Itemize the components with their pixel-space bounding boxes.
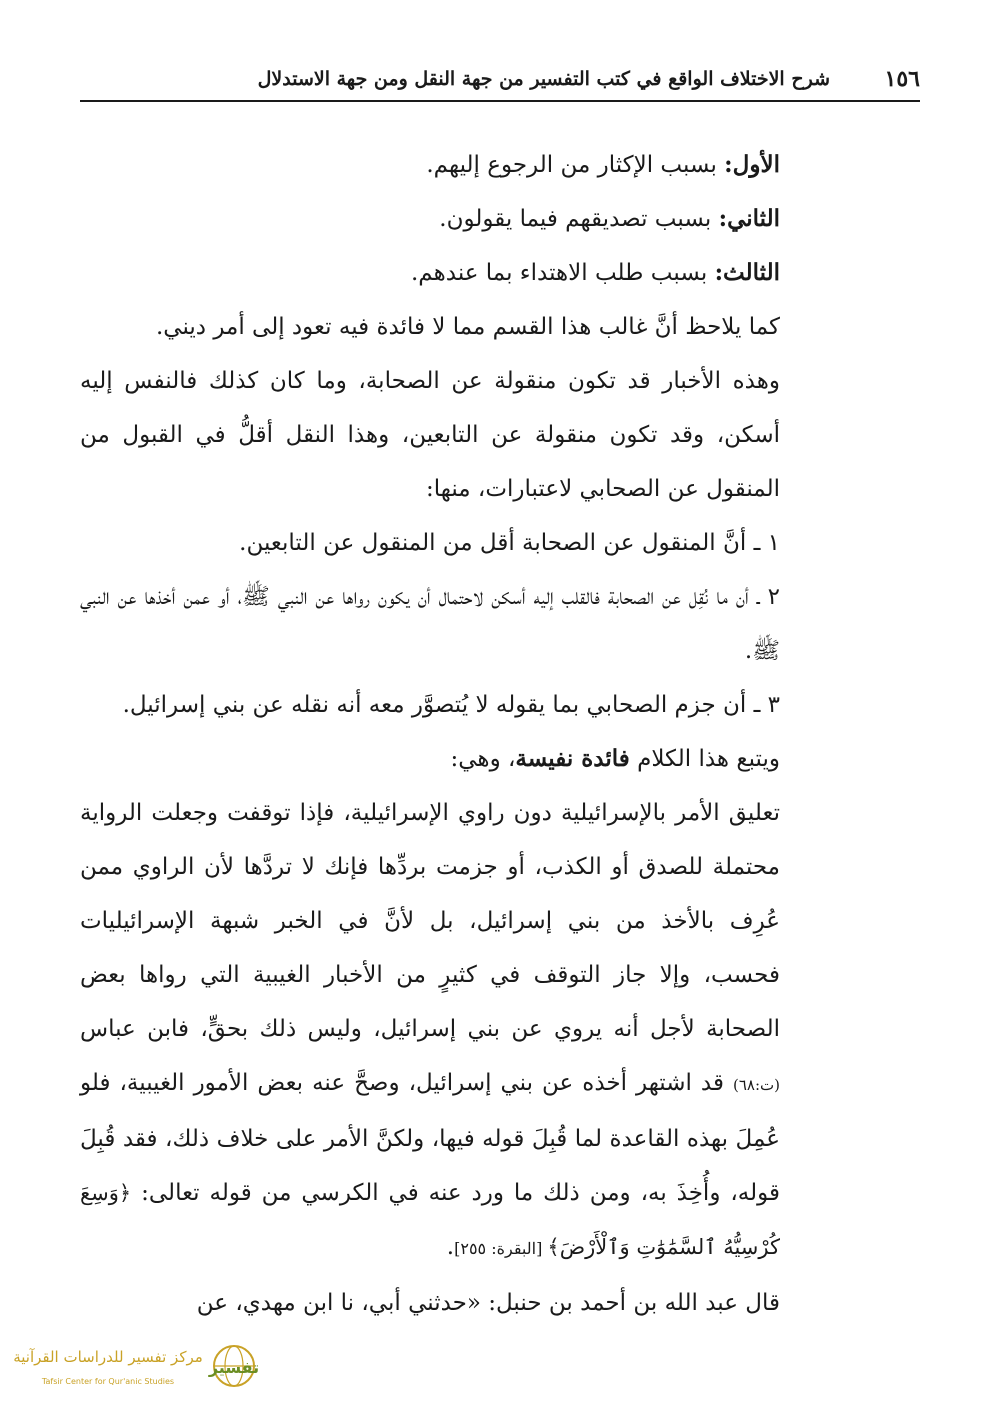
paragraph-reports: وهذه الأخبار قد تكون منقولة عن الصحابة، وما كان كذلك فالنفس إليه أسكن، وقد تكون منقولة عن التابعين، وهذا النقل أقلُّ في القبول من المنقول عن الصحابي لاعتبارات، منها:: [80, 368, 780, 502]
tafsir-center-logo: [12, 1340, 262, 1398]
list-item-1: ١ ـ أنَّ المنقول عن الصحابة أقل من المنقول عن التابعين.: [239, 530, 780, 556]
logo-center-name: مركز تفسير للدراسات القرآنية: [13, 1348, 203, 1366]
point-first: [80, 138, 820, 192]
paragraph-isnad: قال عبد الله بن أحمد بن حنبل: «حدثني أبي، نا ابن مهدي، عن: [196, 1290, 780, 1316]
header-rule: [80, 100, 920, 102]
page-body: [80, 138, 820, 1330]
running-title: شرح الاختلاف الواقع في كتب التفسير من جهة النقل ومن جهة الاستدلال: [257, 68, 830, 90]
list-item-2: ٢ ـ أن ما نُقِل عن الصحابة فالقلب إليه أسكن لاحتمال أن يكون رواها عن النبي ﷺ، أو عمن أخذها عن النبي ﷺ.: [80, 584, 780, 664]
death-date: (ت:٦٨): [732, 1076, 780, 1094]
paragraph-benefit-intro: ويتبع هذا الكلام فائدة نفيسة، وهي:: [450, 745, 780, 772]
point-text: بسبب الإكثار من الرجوع إليهم.: [426, 152, 725, 178]
quran-verse: ﴿وَسِعَ كُرْسِيُّهُ ٱلسَّمَٰوَٰتِ وَٱلْأَرْضَ﴾: [80, 1181, 780, 1259]
verse-citation: [البقرة: ٢٥٥]: [454, 1239, 548, 1258]
paragraph-benefit: تعليق الأمر بالإسرائيلية دون راوي الإسرائيلية، فإذا توقفت وجعلت الرواية محتملة للصدق أو الكذب، أو جزمت بردِّها فإنك لا تردَّها لأن الراوي ممن عُرِف بالأخذ من بني إسرائيل، بل لأنَّ في الخبر شبهة الإسرائيليات فحسب، وإلا جاز التوقف في كثيرٍ من الأخبار الغيبية التي رواها بعض الصحابة لأجل أنه يروي عن بني إسرائيل، وليس ذلك بحقٍّ، فابن عباس (ت:٦٨) قد اشتهر أخذه عن بني إسرائيل، وصحَّ عنه بعض الأمور الغيبية، فلو عُمِلَ بهذه القاعدة لما قُبِلَ قوله فيها، ولكنَّ الأمر على خلاف ذلك، فقد قُبِلَ قوله، وأُخِذَ به، ومن ذلك ما ورد عنه في الكرسي من قوله تعالى: ﴿وَسِعَ كُرْسِيُّهُ ٱلسَّمَٰوَٰتِ وَٱلْأَرْضَ﴾ [البقرة: ٢٥٥].: [80, 800, 780, 1260]
running-header: [80, 62, 920, 102]
paragraph-note: كما يلاحظ أنَّ غالب هذا القسم مما لا فائدة فيه تعود إلى أمر ديني.: [155, 314, 780, 340]
logo-graphic: [12, 1340, 262, 1398]
page-number: ١٥٦: [884, 66, 920, 92]
point-label: الثاني:: [718, 205, 780, 232]
benefit-highlight: فائدة نفيسة: [515, 745, 630, 772]
point-second: [80, 192, 820, 246]
logo-word: تفسير: [208, 1358, 260, 1377]
point-text: بسبب طلب الاهتداء بما عندهم.: [411, 260, 715, 286]
point-third: [80, 246, 820, 300]
point-label: الثالث:: [714, 259, 780, 286]
point-text: بسبب تصديقهم فيما يقولون.: [439, 206, 719, 232]
point-label: الأول:: [724, 151, 780, 178]
logo-english-name: Tafsir Center for Qur'anic Studies: [41, 1377, 175, 1386]
list-item-3: ٣ ـ أن جزم الصحابي بما يقوله لا يُتصوَّر معه أنه نقله عن بني إسرائيل.: [122, 692, 780, 718]
